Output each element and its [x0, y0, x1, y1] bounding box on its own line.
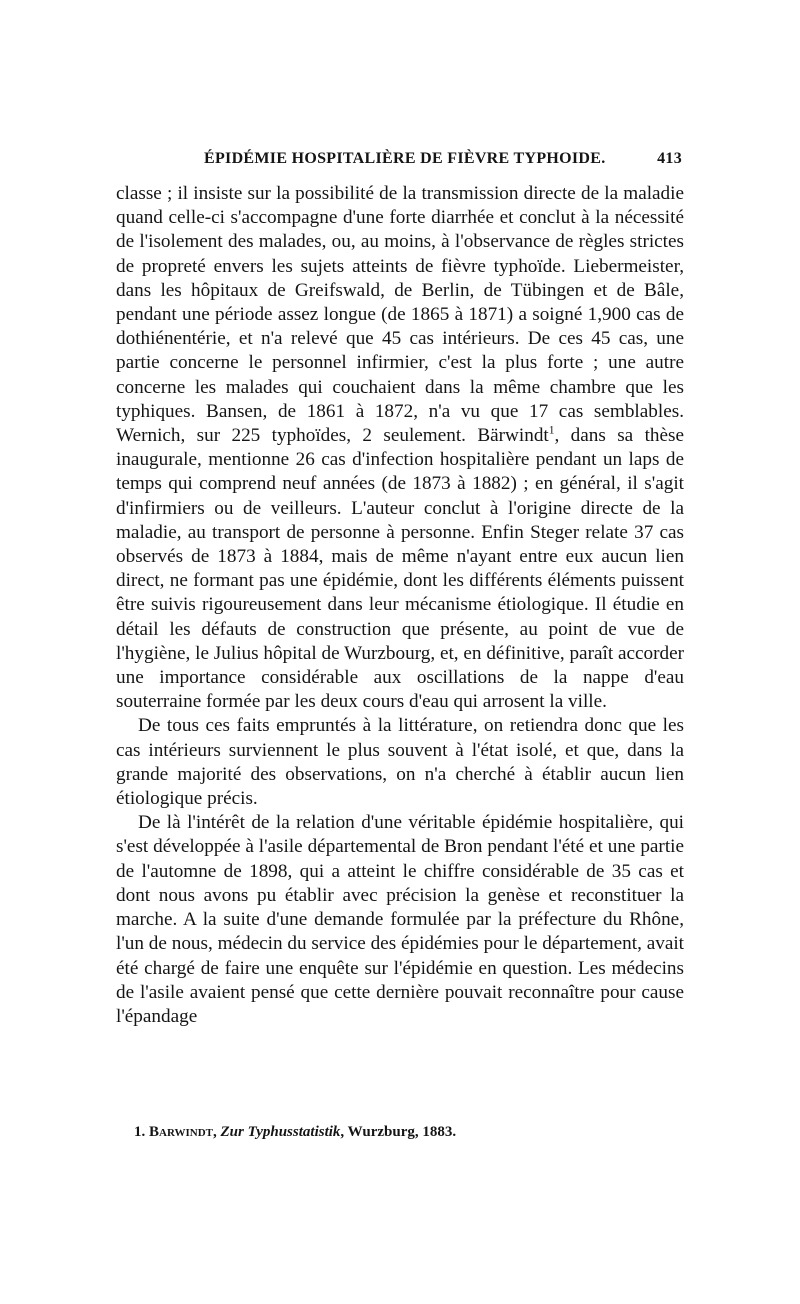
footnote-separator: , [213, 1124, 221, 1140]
paragraph-3: De là l'intérêt de la relation d'une véritable épidémie hospitalière, qui s'est développée à l'asile départemental de Bron pendant l'été et une partie de l'automne de 1898, qui a atteint le chiffre considérable de 35 cas et dont nous avons pu établir avec précision la genèse et reconstituer la marche. A la suite d'une demande formulée par la préfecture du Rhône, l'un de nous, médecin du service des épidémies pour le département, avait été chargé de faire une enquête sur l'épidémie en question. Les médecins de l'asile avaient pensé que cette dernière pouvait reconnaître pour cause l'épandage [116, 812, 684, 1027]
paragraph-2: De tous ces faits empruntés à la littérature, on retiendra donc que les cas intérieurs surviennent le plus souvent à l'état isolé, et que, dans la grande majorité des observations, on n'a cherché à établir aucun lien étiologique précis. [116, 715, 684, 810]
footnote-title: Zur Typhusstatistik [220, 1124, 341, 1140]
running-header [118, 146, 682, 176]
body-text [116, 182, 684, 1029]
running-title: ÉPIDÉMIE HOSPITALIÈRE DE FIÈVRE TYPHOIDE. [204, 150, 606, 167]
footnote-rest: , Wurzburg, 1883. [340, 1124, 457, 1140]
page-number: 413 [657, 150, 682, 167]
paragraph-1-part-1: classe ; il insiste sur la possibilité de la transmission directe de la maladie quand celle-ci s'accompagne d'une forte diarrhée et conclut à la nécessité de l'isolement des malades, ou, au moins, à l'observance de règles strictes de propreté envers les sujets atteints de fièvre typhoïde. Liebermeister, dans les hôpitaux de Greifswald, de Berlin, de Tübingen et de Bâle, pendant une période assez longue (de 1865 à 1871) a soigné 1,900 cas de dothiénentérie, et n'a relevé que 45 cas intérieurs. De ces 45 cas, une partie concerne le personnel infirmier, c'est la plus forte ; une autre concerne les malades qui couchaient dans la même chambre que les typhiques. Bansen, de 1861 à 1872, n'a vu que 17 cas semblables. Wernich, sur 225 typhoïdes, 2 seulement. Bärwindt [116, 183, 684, 447]
footnote-number: 1. [134, 1124, 146, 1140]
paragraph-1 [116, 182, 684, 714]
footnote-reference: 1 [548, 424, 555, 437]
footnote-author: Barwindt [149, 1124, 214, 1140]
footnote [134, 1124, 674, 1141]
paragraph-1-part-2: , dans sa thèse inaugurale, mentionne 26 cas d'infection hospitalière pendant un laps de temps qui comprend neuf années (de 1873 à 1882) ; en général, il s'agit d'infirmiers ou de veilleurs. L'auteur conclut à l'origine directe de la maladie, au transport de personne à personne. Enfin Steger relate 37 cas observés de 1873 à 1884, mais de même n'ayant entre eux aucun lien direct, ne formant pas une épidémie, dont les différents éléments puissent être suivis rigoureusement dans leur mécanisme étiologique. Il étudie en détail les défauts de construction que présente, au point de vue de l'hygiène, le Julius hôpital de Wurzbourg, et, en définitive, paraît accorder une importance considérable aux oscillations de la nappe d'eau souterraine formée par les deux cours d'eau qui arrosent la ville. [116, 425, 684, 713]
